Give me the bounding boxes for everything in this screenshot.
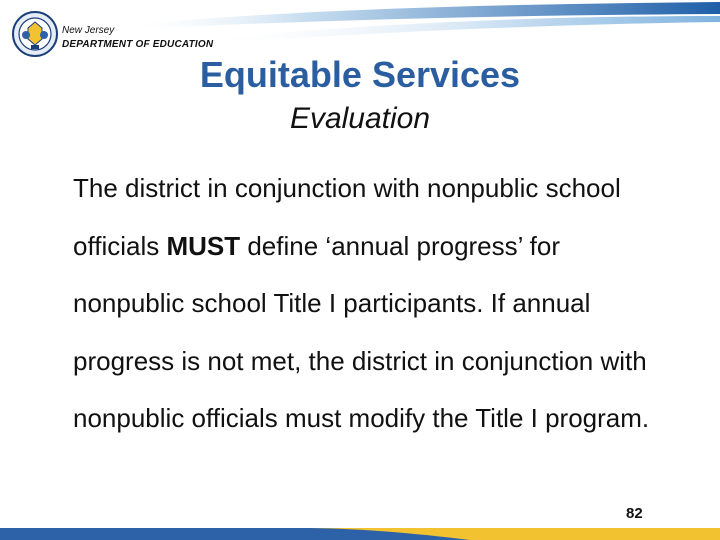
org-department-label: DEPARTMENT OF EDUCATION [62,39,214,50]
body-text-part2: define ‘annual progress’ for nonpublic school Title I participants. If annual progress is not met, the district in conjunction with nonpublic officials must modify the Title I program. [73,230,650,433]
body-text-part1: The district in conjunction with nonpublic school officials [73,173,621,261]
slide-body-paragraph [73,160,673,448]
nj-state-seal-icon [12,11,58,57]
org-state-label: New Jersey [62,25,115,36]
slide-subtitle: Evaluation [289,102,431,135]
page-number: 82 [626,505,643,522]
bottom-band [0,528,720,540]
body-text-emphasis: MUST [166,230,241,261]
slide-title: Equitable Services [199,54,521,95]
